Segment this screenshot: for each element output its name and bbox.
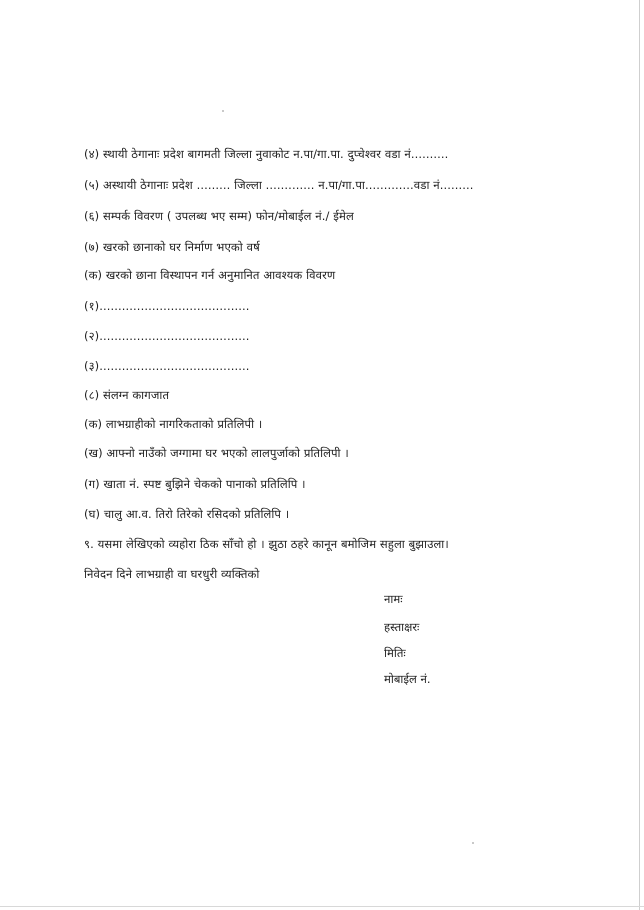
scan-speck (222, 110, 224, 112)
blank-item-1: (१)........................................ (84, 299, 250, 313)
page-edge-bottom (0, 906, 644, 907)
temporary-address-line: (५) अस्थायी ठेगानाः प्रदेश ......... जिल्ला ............. न.पा/गा.पा.............वडा नं......... (84, 178, 474, 192)
attachment-citizenship: (क) लाभग्राहीको नागरिकताको प्रतिलिपी । (84, 417, 263, 431)
attachment-cheque-page: (ग) खाता नं. स्पष्ट बुझिने चेकको पानाको प्रतिलिपि । (84, 477, 306, 491)
attachment-land-ownership: (ख) आफ्नो नाउँको जग्गामा घर भएको लालपुर्जाको प्रतिलिपी । (84, 446, 349, 460)
signature-label: हस्ताक्षरः (384, 620, 420, 634)
date-label: मितिः (384, 646, 406, 660)
blank-item-3: (३)........................................ (84, 359, 250, 373)
mobile-label: मोबाईल नं. (384, 672, 431, 686)
declaration-line: ९. यसमा लेखिएको व्यहोरा ठिक साँचो हो । झुठा ठहरे कानून बमोजिम सहुला बुझाउला। (84, 537, 449, 551)
permanent-address-line: (४) स्थायी ठेगानाः प्रदेश बागमती जिल्ला नुवाकोट न.पा/गा.पा. दुप्चेश्वर वडा नं.......... (84, 147, 449, 161)
blank-item-2: (२)........................................ (84, 329, 250, 343)
replacement-details-line: (क) खरको छाना विस्थापन गर्न अनुमानित आवश्यक विवरण (84, 268, 336, 282)
name-label: नामः (384, 592, 403, 606)
attachment-tax-receipt: (घ) चालु आ.व. तिरो तिरेको रसिदको प्रतिलिपि । (84, 507, 290, 521)
scan-speck (472, 842, 474, 844)
page-edge-right (639, 0, 640, 910)
attached-documents-heading: (८) संलग्न कागजात (84, 388, 170, 402)
construction-year-line: (७) खरको छानाको घर निर्माण भएको वर्ष (84, 240, 260, 254)
applicant-heading: निवेदन दिने लाभग्राही वा घरधुरी व्यक्तिको (84, 567, 260, 581)
contact-details-line: (६) सम्पर्क विवरण ( उपलब्ध भए सम्म) फोन/मोबाईल नं./ ईमेल (84, 209, 354, 223)
